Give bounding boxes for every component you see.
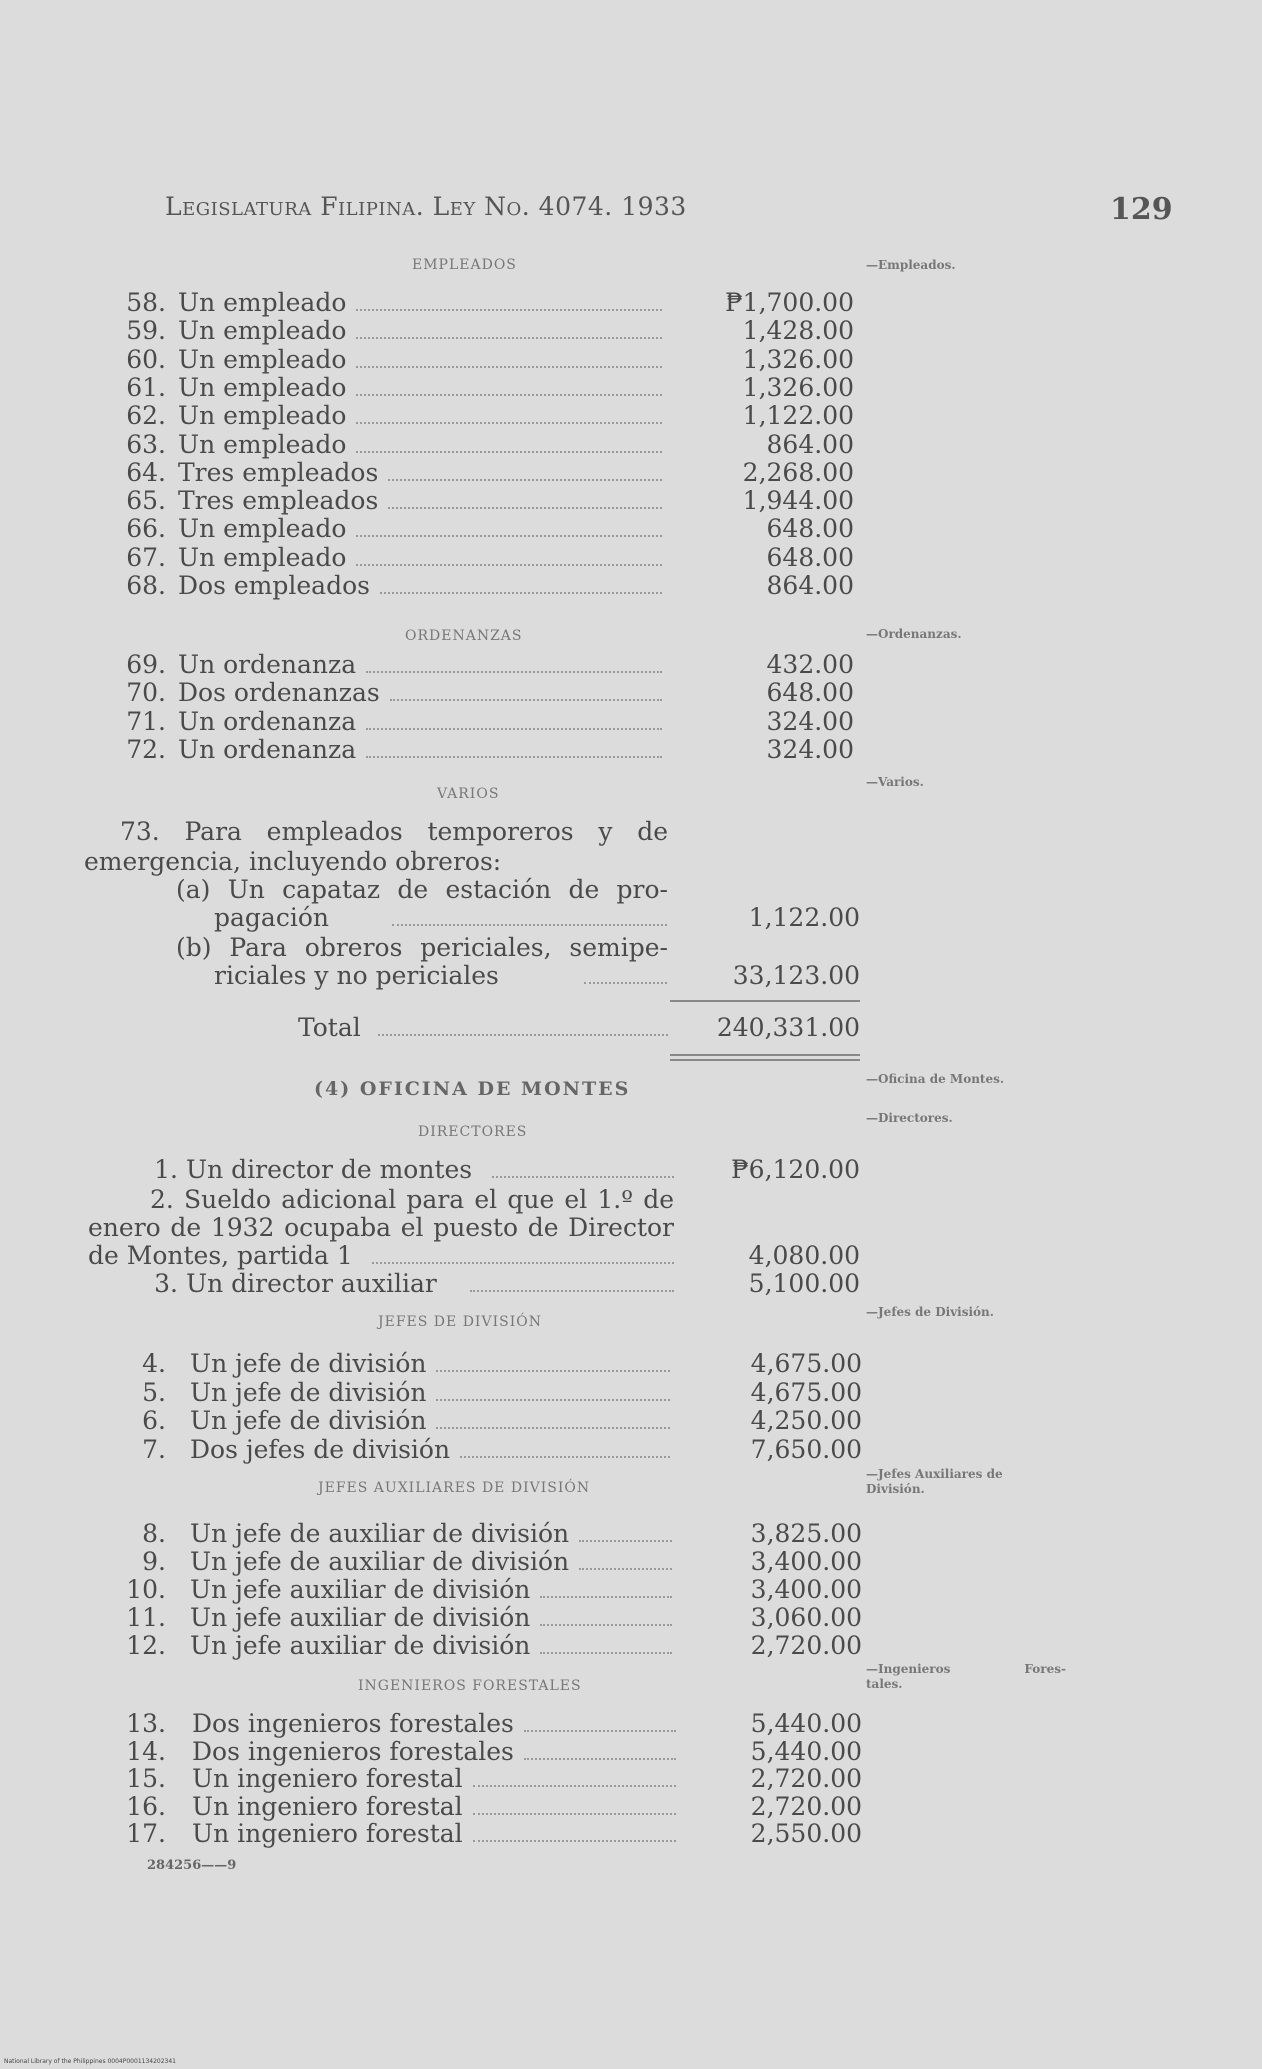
row-amount: 3,825.00 — [750, 1519, 862, 1548]
margin-note-ingenieros-line2: tales. — [866, 1677, 903, 1691]
dot-leader — [356, 451, 662, 453]
row-description: Un director auxiliar — [186, 1269, 437, 1298]
row-description: Tres empleados — [178, 457, 379, 487]
table-row — [0, 1576, 860, 1604]
dot-leader — [356, 564, 662, 566]
dot-leader — [356, 422, 662, 424]
margin-note-ordenanzas: —Ordenanzas. — [866, 627, 962, 641]
section-heading-ordenanzas: ORDENANZAS — [405, 628, 523, 644]
directores-para-row — [0, 1242, 860, 1270]
section-heading-oficina: (4) OFICINA DE MONTES — [314, 1078, 631, 1100]
row-number: 63. — [126, 429, 166, 459]
row-amount: 864.00 — [766, 571, 854, 600]
total-label: Total — [298, 1013, 361, 1042]
row-description: Un empleado — [178, 344, 347, 374]
row-amount: ₱1,700.00 — [725, 288, 854, 317]
directores-para-line1: 2. Sueldo adicional para el que el 1.º de — [150, 1185, 674, 1214]
margin-note-oficina: —Oficina de Montes. — [866, 1072, 1005, 1086]
directores-para-line2: enero de 1932 ocupaba el puesto de Director — [88, 1213, 674, 1242]
table-row — [0, 1632, 860, 1660]
row-description: Un jefe auxiliar de división — [190, 1631, 531, 1660]
table-row — [0, 374, 860, 402]
total-rule-bottom-2 — [670, 1059, 860, 1061]
table-row — [0, 736, 860, 764]
dot-leader — [540, 1624, 672, 1626]
table-row — [0, 708, 860, 736]
row-amount: ₱6,120.00 — [731, 1155, 860, 1184]
row-amount: 2,720.00 — [750, 1791, 862, 1821]
dot-leader — [473, 1813, 676, 1815]
dot-leader — [584, 982, 667, 984]
row-amount: 2,268.00 — [742, 457, 854, 487]
dot-leader — [366, 671, 662, 673]
row-number: 65. — [126, 486, 166, 516]
margin-note-directores: —Directores. — [866, 1111, 953, 1125]
row-description: Un ordenanza — [178, 706, 357, 736]
row-description: Un empleado — [178, 288, 347, 317]
table-row — [0, 402, 860, 430]
table-row — [0, 431, 860, 459]
row-amount: 5,440.00 — [750, 1736, 862, 1766]
row-amount: 648.00 — [766, 514, 854, 544]
row-number: 3. — [154, 1269, 178, 1298]
row-description: Dos ordenanzas — [178, 678, 380, 708]
varios-item-b-line1: (b) Para obreros periciales, semipe- — [176, 933, 668, 962]
dot-leader — [540, 1596, 672, 1598]
table-row — [0, 651, 860, 679]
page-number: 129 — [1110, 192, 1173, 227]
dot-leader — [540, 1652, 672, 1654]
table-row — [0, 289, 860, 317]
row-amount: 864.00 — [766, 429, 854, 459]
row-description: Un ordenanza — [178, 734, 357, 764]
row-number: 6. — [142, 1406, 166, 1435]
row-number: 1. — [154, 1155, 178, 1184]
row-description: Dos ingenieros forestales — [192, 1736, 514, 1766]
row-description: Un jefe auxiliar de división — [190, 1603, 531, 1632]
row-description: Un empleado — [178, 372, 347, 402]
dot-leader — [356, 366, 662, 368]
row-description: Un ingeniero forestal — [192, 1764, 463, 1794]
margin-note-varios: —Varios. — [866, 775, 924, 789]
table-row — [0, 1710, 860, 1738]
row-amount: 1,428.00 — [742, 316, 854, 346]
row-number: 14. — [126, 1736, 166, 1766]
margin-note-ingenieros-line1: —Ingenieros Fores- — [866, 1662, 1066, 1676]
row-amount: 2,720.00 — [750, 1764, 862, 1794]
table-row — [0, 1765, 860, 1793]
dot-leader — [356, 535, 662, 537]
row-number: 7. — [142, 1434, 166, 1464]
dot-leader — [388, 507, 662, 509]
row-amount: 1,944.00 — [742, 486, 854, 516]
row-amount: 648.00 — [766, 678, 854, 708]
table-row — [0, 317, 860, 345]
dot-leader — [579, 1568, 672, 1570]
row-number: 11. — [126, 1603, 166, 1632]
table-row — [0, 1407, 860, 1435]
dot-leader — [524, 1758, 676, 1760]
row-description: Un empleado — [178, 542, 347, 572]
row-description: Un jefe de división — [190, 1349, 427, 1378]
row-amount: 2,720.00 — [750, 1631, 862, 1660]
row-number: 62. — [126, 401, 166, 431]
total-row — [0, 1014, 860, 1042]
dot-leader — [388, 479, 662, 481]
total-rule-bottom-1 — [670, 1054, 860, 1056]
dot-leader — [356, 394, 662, 396]
row-amount: 4,250.00 — [750, 1406, 862, 1435]
margin-note-empleados: —Empleados. — [866, 258, 956, 272]
section-heading-varios: VARIOS — [437, 786, 500, 802]
table-row — [0, 515, 860, 543]
row-amount: 324.00 — [766, 706, 854, 736]
scan-footer: National Library of the Philippines 0004P0001134202341 — [4, 2058, 176, 2065]
row-number: 10. — [126, 1575, 166, 1604]
dot-leader — [390, 699, 662, 701]
varios-item-a-line1: (a) Un capataz de estación de pro- — [176, 875, 668, 904]
table-row — [0, 1604, 860, 1632]
section-heading-directores: DIRECTORES — [418, 1124, 528, 1140]
table-row — [0, 679, 860, 707]
row-number: 61. — [126, 372, 166, 402]
directores-row-3 — [0, 1270, 860, 1298]
varios-item-a-line2: pagación — [214, 903, 329, 932]
dot-leader — [492, 1176, 674, 1178]
dot-leader — [579, 1540, 672, 1542]
row-amount: 432.00 — [766, 650, 854, 679]
row-amount: 2,550.00 — [750, 1819, 862, 1849]
row-amount: 324.00 — [766, 734, 854, 764]
row-description: Un ordenanza — [178, 650, 357, 679]
row-number: 66. — [126, 514, 166, 544]
table-row — [0, 487, 860, 515]
row-number: 72. — [126, 734, 166, 764]
margin-note-jefes: —Jefes de División. — [866, 1305, 994, 1319]
row-amount: 5,100.00 — [748, 1269, 860, 1298]
section-heading-jefes-aux: JEFES AUXILIARES DE DIVISIÓN — [318, 1480, 591, 1496]
dot-leader — [436, 1399, 670, 1401]
row-amount: 648.00 — [766, 542, 854, 572]
dot-leader — [473, 1840, 676, 1842]
row-amount: 4,675.00 — [750, 1349, 862, 1378]
dot-leader — [356, 309, 662, 311]
varios-item-b-row — [0, 962, 860, 990]
row-number: 67. — [126, 542, 166, 572]
row-amount: 5,440.00 — [750, 1709, 862, 1738]
dot-leader — [473, 1785, 676, 1787]
row-number: 69. — [126, 650, 166, 679]
row-number: 70. — [126, 678, 166, 708]
dot-leader — [356, 337, 662, 339]
table-row — [0, 544, 860, 572]
section-heading-ingenieros: INGENIEROS FORESTALES — [358, 1678, 582, 1694]
row-number: 8. — [142, 1519, 166, 1548]
table-row — [0, 1738, 860, 1766]
margin-note-jefes-aux-line1: —Jefes Auxiliares de — [866, 1467, 1003, 1481]
varios-para-line2: emergencia, incluyendo obreros: — [84, 847, 502, 876]
row-description: Un jefe de división — [190, 1377, 427, 1407]
directores-para-line3: de Montes, partida 1 — [88, 1241, 353, 1270]
varios-item-a-row — [0, 904, 860, 932]
row-description: Un jefe de auxiliar de división — [190, 1547, 570, 1576]
dot-leader — [470, 1290, 674, 1292]
row-number: 16. — [126, 1791, 166, 1821]
row-amount: 7,650.00 — [750, 1434, 862, 1464]
row-description: Un empleado — [178, 316, 347, 346]
section-heading-jefes: JEFES DE DIVISIÓN — [378, 1314, 542, 1330]
table-row — [0, 1820, 860, 1848]
row-number: 12. — [126, 1631, 166, 1660]
row-amount: 1,122.00 — [742, 401, 854, 431]
row-number: 64. — [126, 457, 166, 487]
dot-leader — [436, 1427, 670, 1429]
dot-leader — [366, 728, 662, 730]
row-amount: 3,060.00 — [750, 1603, 862, 1632]
table-row — [0, 1548, 860, 1576]
row-number: 68. — [126, 571, 166, 600]
row-description: Un empleado — [178, 514, 347, 544]
margin-note-jefes-aux-line2: División. — [866, 1482, 925, 1496]
row-description: Un ingeniero forestal — [192, 1819, 463, 1849]
row-description: Un jefe auxiliar de división — [190, 1575, 531, 1604]
row-description: Tres empleados — [178, 486, 379, 516]
row-description: Dos empleados — [178, 571, 370, 600]
varios-item-b-amount: 33,123.00 — [732, 961, 860, 990]
dot-leader — [378, 1034, 668, 1036]
row-number: 60. — [126, 344, 166, 374]
row-number: 17. — [126, 1819, 166, 1849]
row-amount: 1,326.00 — [742, 372, 854, 402]
footer-code: 284256——9 — [147, 1858, 237, 1873]
total-rule-top — [670, 1000, 860, 1002]
row-description: Un jefe de división — [190, 1406, 427, 1435]
dot-leader — [372, 1262, 674, 1264]
varios-item-b-line2: riciales y no periciales — [214, 961, 499, 990]
running-head: Legislatura Filipina. Ley No. 4074. 1933 — [165, 192, 687, 221]
dot-leader — [392, 924, 667, 926]
row-description: Un jefe de auxiliar de división — [190, 1519, 570, 1548]
table-row — [0, 572, 860, 600]
row-number: 71. — [126, 706, 166, 736]
row-description: Un empleado — [178, 401, 347, 431]
row-amount: 3,400.00 — [750, 1547, 862, 1576]
table-row — [0, 1793, 860, 1821]
margin-note-ingenieros — [866, 1662, 1066, 1692]
directores-row-1 — [0, 1156, 860, 1184]
row-number: 9. — [142, 1547, 166, 1576]
row-number: 15. — [126, 1764, 166, 1794]
row-number: 59. — [126, 316, 166, 346]
dot-leader — [380, 592, 662, 594]
varios-item-a-amount: 1,122.00 — [748, 903, 860, 932]
row-description: Un director de montes — [186, 1155, 473, 1184]
table-row — [0, 1520, 860, 1548]
row-number: 13. — [126, 1709, 166, 1738]
table-row — [0, 1436, 860, 1464]
row-amount: 1,326.00 — [742, 344, 854, 374]
row-description: Dos ingenieros forestales — [192, 1709, 514, 1738]
row-number: 5. — [142, 1377, 166, 1407]
row-number: 4. — [142, 1349, 166, 1378]
row-description: Un ingeniero forestal — [192, 1791, 463, 1821]
directores-para-amount: 4,080.00 — [748, 1241, 860, 1270]
dot-leader — [436, 1370, 670, 1372]
varios-para-line1: 73. Para empleados temporeros y de — [120, 817, 668, 846]
total-amount: 240,331.00 — [716, 1013, 860, 1042]
row-amount: 4,675.00 — [750, 1377, 862, 1407]
section-heading-empleados: EMPLEADOS — [412, 257, 517, 273]
margin-note-jefes-aux — [866, 1467, 1003, 1497]
dot-leader — [460, 1456, 670, 1458]
row-description: Un empleado — [178, 429, 347, 459]
dot-leader — [366, 756, 662, 758]
row-amount: 3,400.00 — [750, 1575, 862, 1604]
row-description: Dos jefes de división — [190, 1434, 451, 1464]
table-row — [0, 1379, 860, 1407]
table-row — [0, 1350, 860, 1378]
table-row — [0, 459, 860, 487]
table-row — [0, 346, 860, 374]
row-number: 58. — [126, 288, 166, 317]
dot-leader — [524, 1730, 676, 1732]
